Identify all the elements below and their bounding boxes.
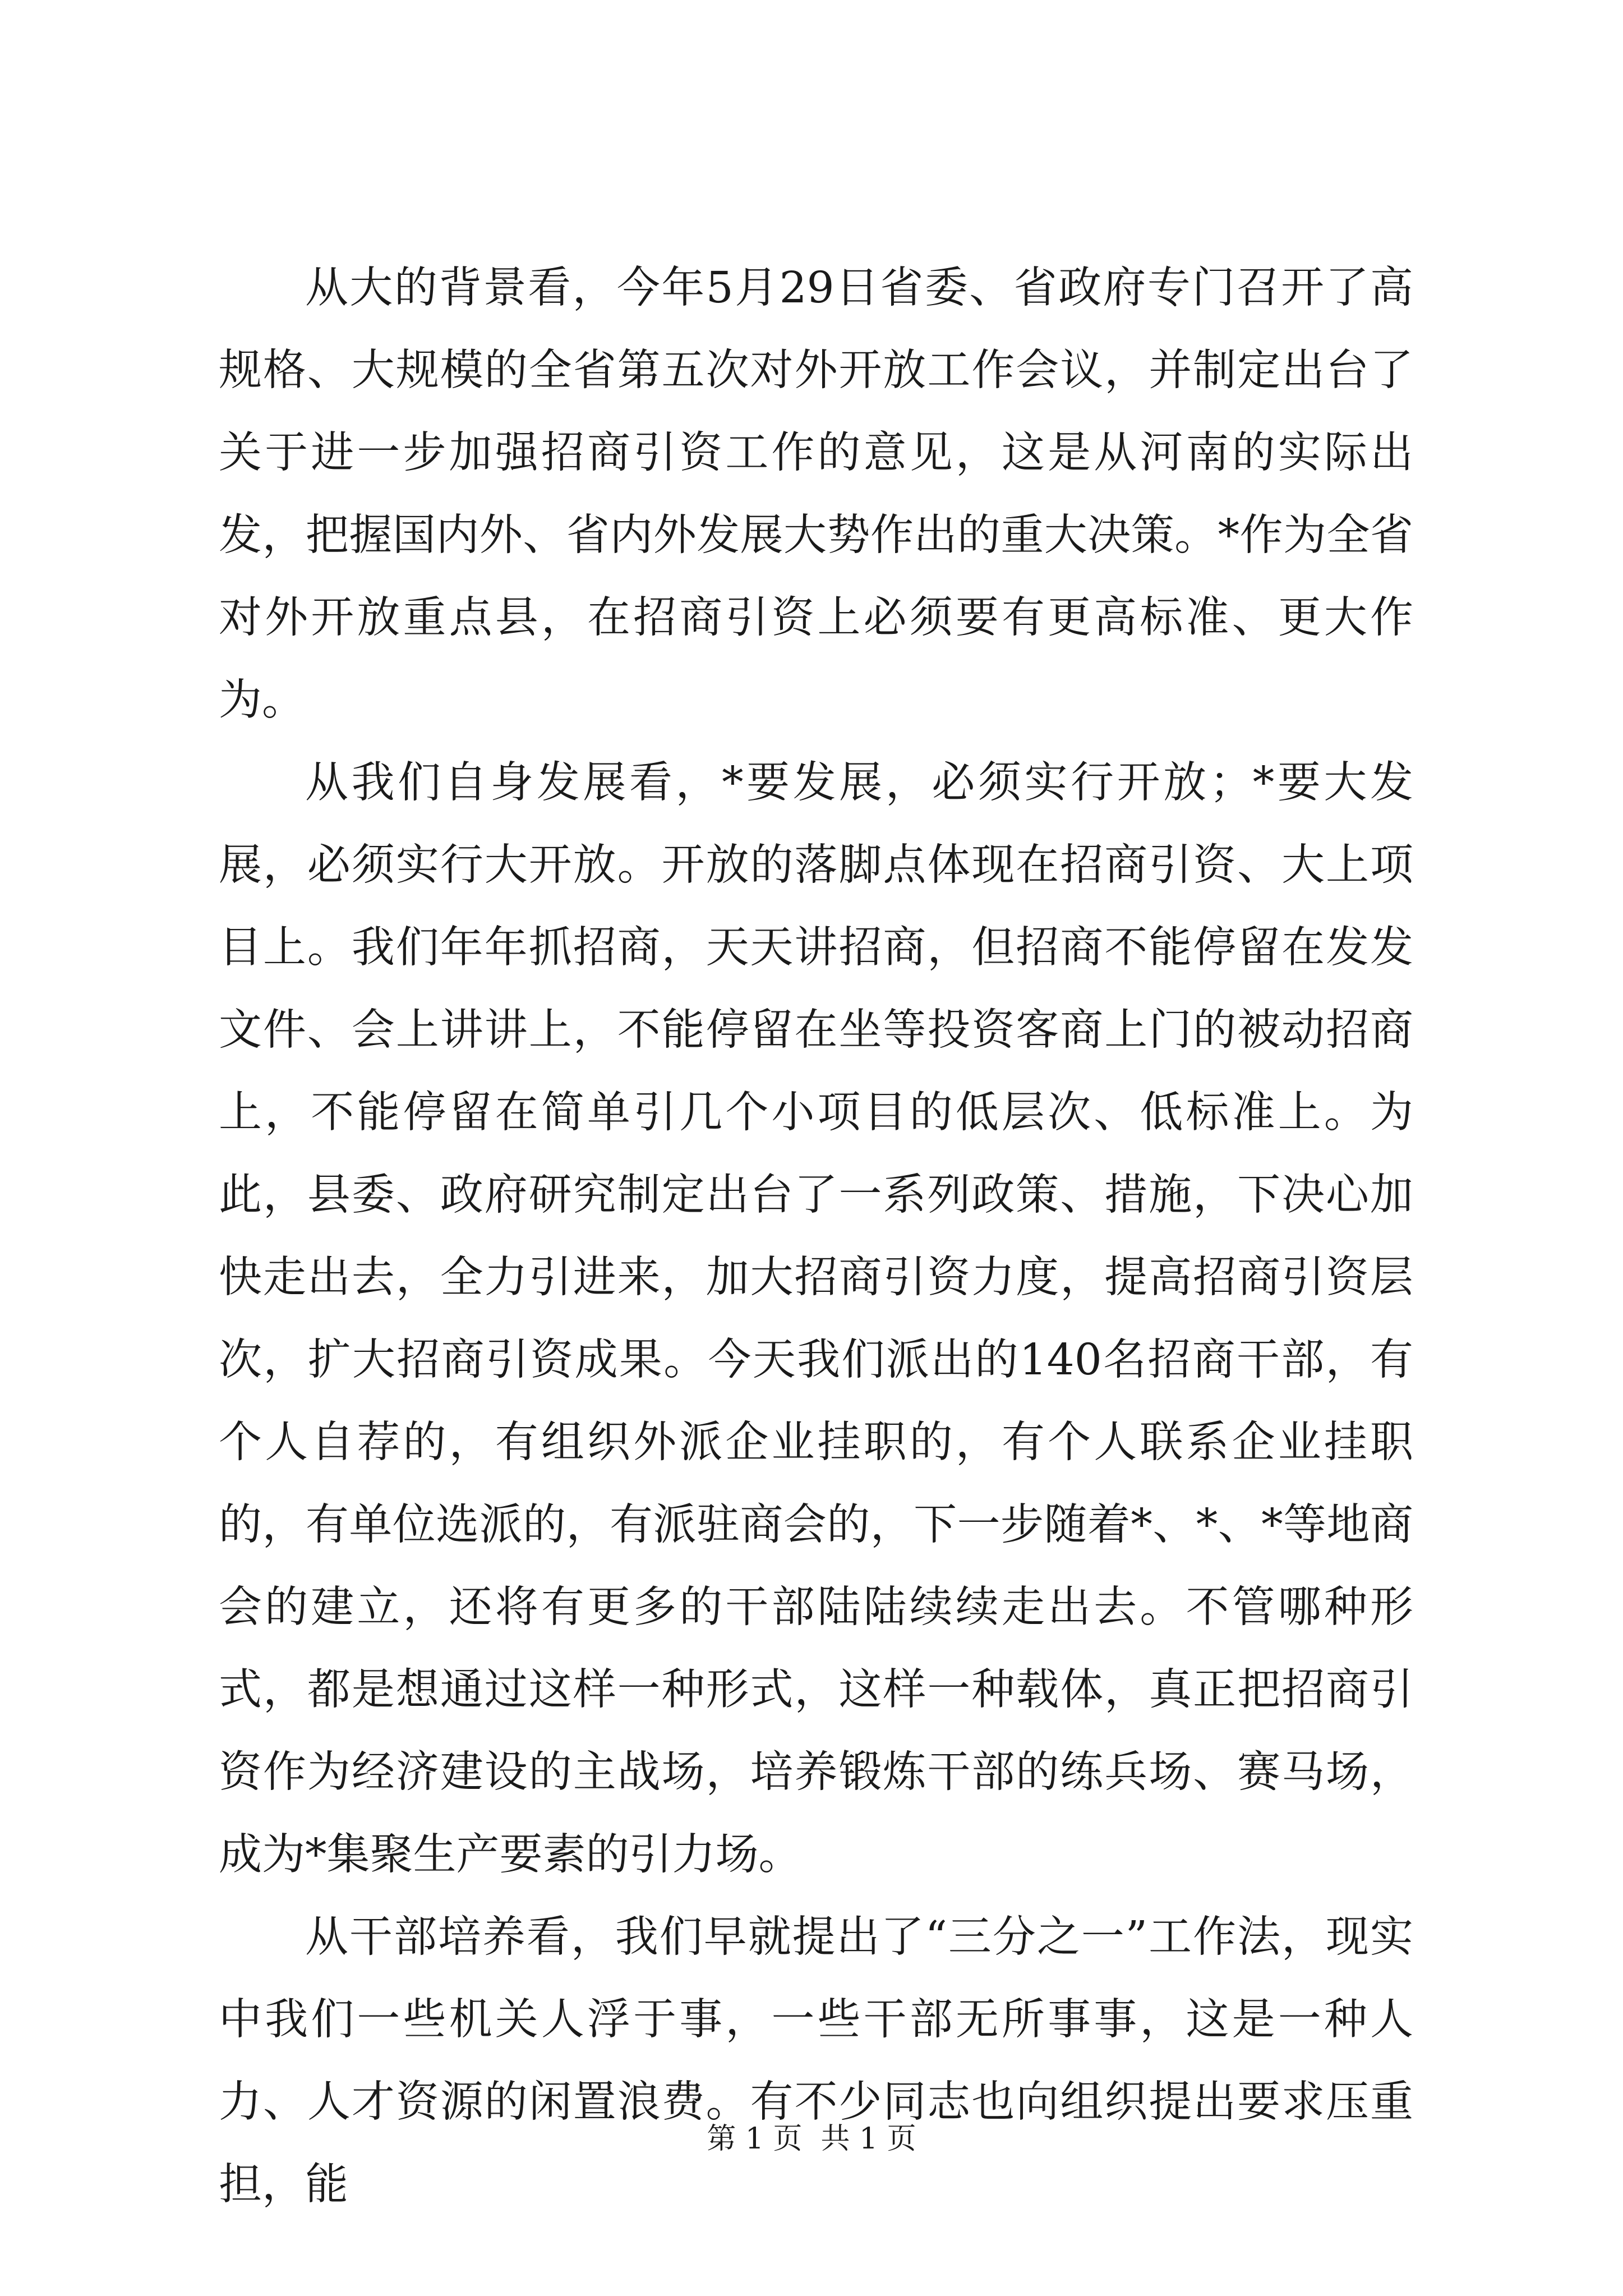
page-number-footer: 第 1 页 共 1 页 [707,2122,916,2156]
paragraph-2: 从我们自身发展看，*要发展，必须实行开放；*要大发展，必须实行大开放。开放的落脚点体现在招商引资、大上项目上。我们年年抓招商，天天讲招商，但招商不能停留在发发文件、会上讲讲上，不能停留在坐等投资客商上门的被动招商上，不能停留在简单引几个小项目的低层次、低标准上。为此，县委、政府研究制定出台了一系列政策、措施，下决心加快走出去，全力引进来，加大招商引资力度，提高招商引资层次，扩大招商引资成果。今天我们派出的140名招商干部，有个人自荐的，有组织外派企业挂职的，有个人联系企业挂职的，有单位选派的，有派驻商会的，下一步随着*、*、*等地商会的建立，还将有更多的干部陆陆续续走出去。不管哪种形式，都是想通过这样一种形式，这样一种载体，真正把招商引资作为经济建设的主战场，培养锻炼干部的练兵场、赛马场，成为*集聚生产要素的引力场。 [219,758,1413,1880]
paragraph-3: 从干部培养看，我们早就提出了“三分之一”工作法，现实中我们一些机关人浮于事，一些干部无所事事，这是一种人力、人才资源的闲置浪费。有不少同志也向组织提出要求压重担，能 [219,1912,1413,2210]
paragraph-1: 从大的背景看，今年5月29日省委、省政府专门召开了高规格、大规模的全省第五次对外开放工作会议，并制定出台了关于进一步加强招商引资工作的意见，这是从河南的实际出发，把握国内外、省内外发展大势作出的重大决策。*作为全省对外开放重点县，在招商引资上必须要有更高标准、更大作为。 [219,263,1413,725]
body-text [219,247,1413,2226]
